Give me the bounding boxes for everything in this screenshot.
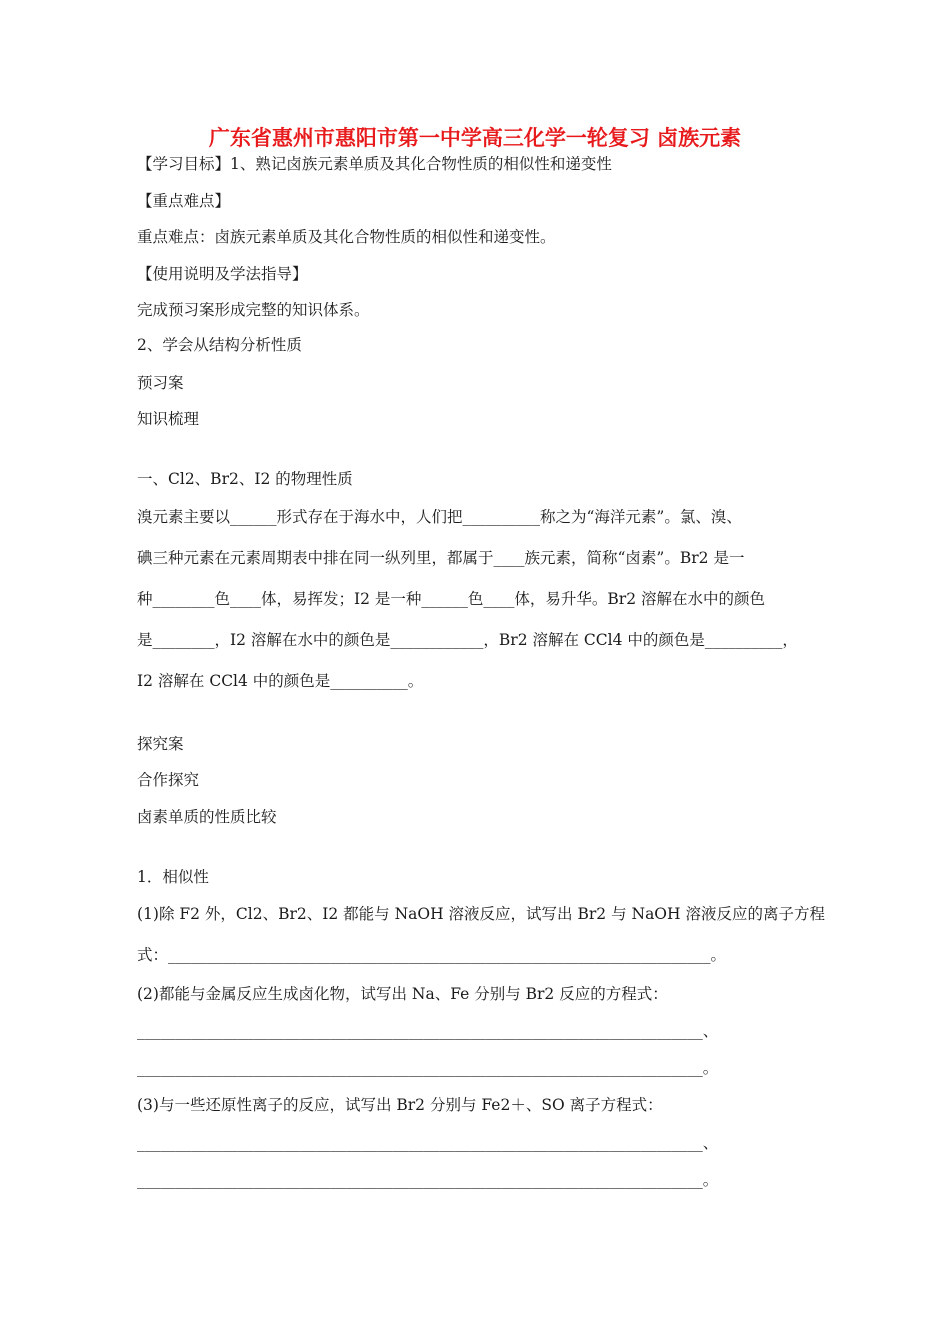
paragraph-line: 是________，I2 溶解在水中的颜色是____________，Br2 溶解在 CCl4 中的颜色是__________， bbox=[137, 631, 798, 649]
guide-text: 完成预习案形成完整的知识体系。 bbox=[137, 301, 370, 319]
explore-heading: 探究案 bbox=[137, 735, 184, 753]
cooperation-heading: 合作探究 bbox=[137, 771, 200, 789]
preview-heading: 预习案 bbox=[137, 374, 184, 392]
question-3-answer-line: _________________________________________________________________________、 bbox=[137, 1134, 719, 1152]
question-2: (2)都能与金属反应生成卤化物，试写出 Na、Fe 分别与 Br2 反应的方程式： bbox=[137, 985, 668, 1003]
question-2-answer-line: _________________________________________________________________________。 bbox=[137, 1059, 719, 1077]
guide-heading: 【使用说明及学法指导】 bbox=[137, 265, 308, 283]
learning-goal: 【学习目标】1、熟记卤族元素单质及其化合物性质的相似性和递变性 bbox=[137, 155, 612, 173]
question-3: (3)与一些还原性离子的反应，试写出 Br2 分别与 Fe2＋、SO 离子方程式： bbox=[137, 1096, 663, 1114]
paragraph-line: 碘三种元素在元素周期表中排在同一纵列里，都属于____族元素，简称“卤素”。Br2 是一 bbox=[137, 549, 745, 567]
question-1-answer-line: 式：______________________________________________________________________。 bbox=[137, 946, 727, 964]
paragraph-line: 溴元素主要以______形式存在于海水中，人们把__________称之为“海洋元素”。氯、溴、 bbox=[137, 508, 742, 526]
key-points-heading: 【重点难点】 bbox=[137, 192, 231, 210]
similarity-heading: 1．相似性 bbox=[137, 868, 209, 886]
page-title: 广东省惠州市惠阳市第一中学高三化学一轮复习 卤族元素 bbox=[208, 125, 742, 150]
knowledge-heading: 知识梳理 bbox=[137, 410, 200, 428]
learning-goal-2: 2、学会从结构分析性质 bbox=[137, 336, 302, 354]
section-physical-properties: 一、Cl2、Br2、I2 的物理性质 bbox=[137, 470, 353, 488]
question-2-answer-line: _________________________________________________________________________、 bbox=[137, 1022, 719, 1040]
key-points-text: 重点难点：卤族元素单质及其化合物性质的相似性和递变性。 bbox=[137, 228, 556, 246]
paragraph-line: I2 溶解在 CCl4 中的颜色是__________。 bbox=[137, 672, 424, 690]
comparison-heading: 卤素单质的性质比较 bbox=[137, 808, 277, 826]
paragraph-line: 种________色____体，易挥发；I2 是一种______色____体，易升华。Br2 溶解在水中的颜色 bbox=[137, 590, 766, 608]
question-1-line: (1)除 F2 外，Cl2、Br2、I2 都能与 NaOH 溶液反应，试写出 Br2 与 NaOH 溶液反应的离子方程 bbox=[137, 905, 825, 923]
question-3-answer-line: _________________________________________________________________________。 bbox=[137, 1171, 719, 1189]
